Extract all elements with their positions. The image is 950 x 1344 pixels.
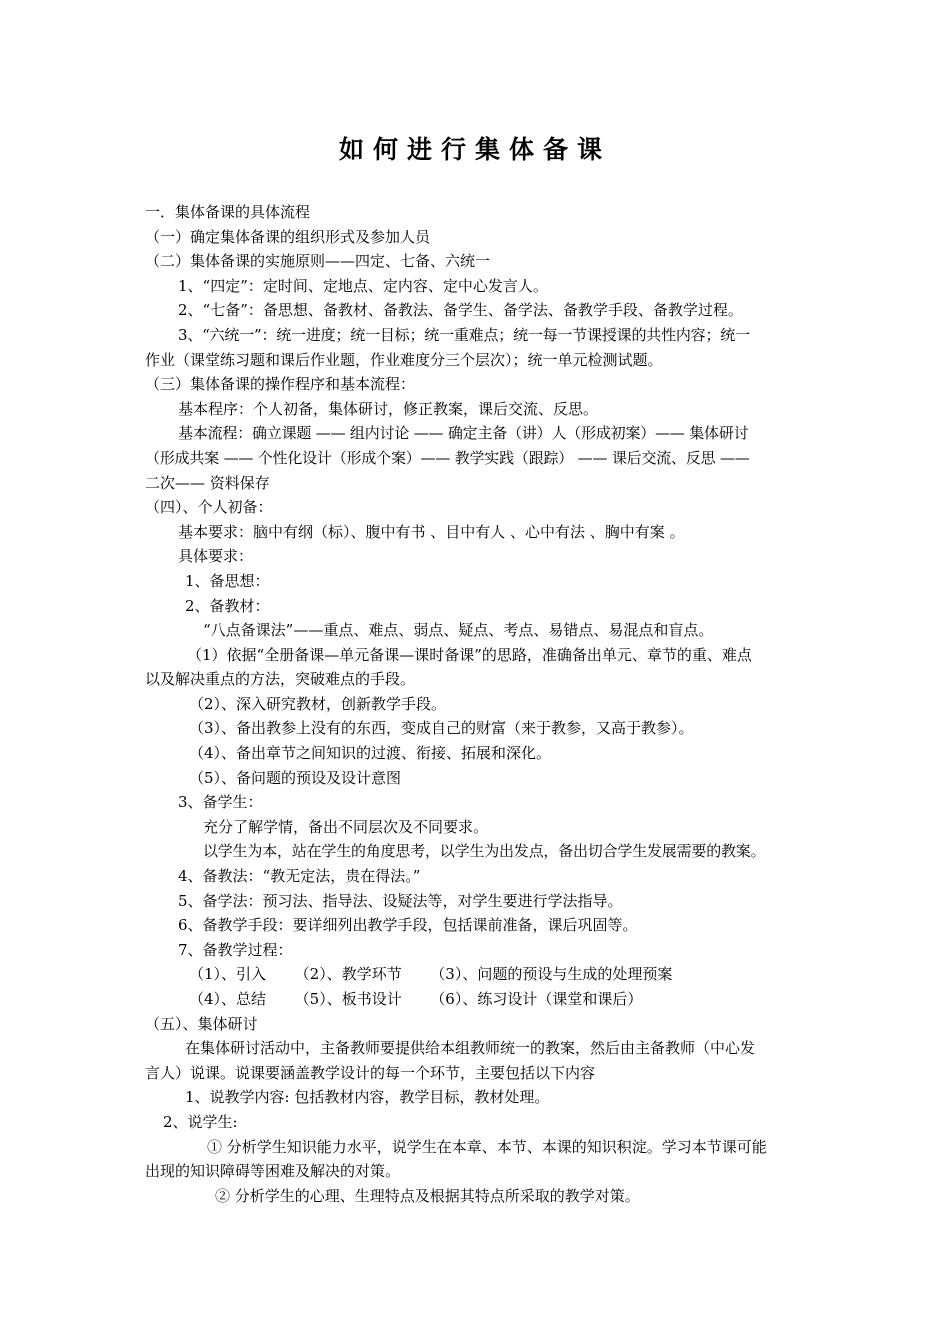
paragraph-line: 在集体研讨活动中，主备教师要提供给本组教师统一的教案，然后由主备教师（中心发 <box>185 1039 756 1058</box>
list-item: 3、备学生： <box>178 793 263 812</box>
paragraph-line: 作业（课堂练习题和课后作业题，作业难度分三个层次）；统一单元检测试题。 <box>145 350 663 369</box>
paragraph-line: 言人）说课。说课要涵盖教学设计的每一个环节，主要包括以下内容 <box>145 1063 596 1082</box>
paragraph-line: 基本要求：脑中有纲（标）、腹中有书 、目中有人 、心中有法 、胸中有案 。 <box>178 522 685 541</box>
list-item: （3）、备出教参上没有的东西，变成自己的财富（来于教参，又高于教参）。 <box>189 719 694 738</box>
paragraph-line: 2、“七备”：备思想、备教材、备教法、备学生、备学法、备教学手段、备教学过程。 <box>178 301 743 320</box>
paragraph-line: （1）依据“全册备课—单元备课—课时备课”的思路，准确备出单元、章节的重、难点 <box>187 645 752 664</box>
list-item: （4）、备出章节之间知识的过渡、衔接、拓展和深化。 <box>189 744 552 763</box>
list-item: 5、备学法：预习法、指导法、设疑法等，对学生要进行学法指导。 <box>178 891 623 910</box>
document-body <box>145 200 810 1208</box>
list-item: （4）、总结 （5）、板书设计 （6）、练习设计（课堂和课后） <box>189 990 643 1008</box>
list-item: 6、备教学手段：要详细列出教学手段，包括课前准备，课后巩固等。 <box>178 916 638 935</box>
subsection-heading: （三）集体备课的操作程序和基本流程： <box>145 375 416 394</box>
paragraph-line: 以学生为本，站在学生的角度思考，以学生为出发点，备出切合学生发展需要的教案。 <box>203 842 766 861</box>
list-item: 4、备教法：“教无定法，贵在得法。” <box>178 867 421 886</box>
subsection-heading: （五）、集体研讨 <box>145 1014 258 1033</box>
list-item: 7、备教学过程： <box>178 940 293 959</box>
subsection-heading: （一）确定集体备课的组织形式及参加人员 <box>145 227 431 246</box>
list-item: （5）、备问题的预设及设计意图 <box>189 768 402 787</box>
list-item: 2、备教材： <box>185 596 270 615</box>
list-item: （2）、深入研究教材，创新教学手段。 <box>189 694 447 713</box>
paragraph-line: 1、“四定”：定时间、定地点、定内容、定中心发言人。 <box>178 276 548 295</box>
paragraph-line: 二次—— 资料保存 <box>145 473 270 492</box>
paragraph-line: 3、“六统一”：统一进度；统一目标；统一重难点；统一每一节课授课的共性内容；统一 <box>178 325 750 344</box>
section-heading: 一．集体备课的具体流程 <box>145 203 311 221</box>
list-item: 2、说学生: <box>163 1112 238 1131</box>
paragraph-line: ② 分析学生的心理、生理特点及根据其特点所采取的教学对策。 <box>215 1186 640 1205</box>
paragraph-line: 以及解决重点的方法，突破难点的手段。 <box>145 670 416 689</box>
paragraph-line: 基本程序：个人初备，集体研讨，修正教案，课后交流、反思。 <box>178 399 599 418</box>
list-item: 1、备思想： <box>185 571 270 590</box>
paragraph-line: 出现的知识障碍等困难及解决的对策。 <box>145 1162 401 1181</box>
subsection-heading: （二）集体备课的实施原则——四定、七备、六统一 <box>145 252 491 271</box>
paragraph-line: “八点备课法”——重点、难点、弱点、疑点、考点、易错点、易混点和盲点。 <box>203 621 714 640</box>
paragraph-line: 基本流程：确立课题 —— 组内讨论 —— 确定主备（讲）人（形成初案）—— 集体研讨 <box>178 424 749 443</box>
document-title: 如何进行集体备课 <box>338 135 611 164</box>
paragraph-line: 具体要求： <box>178 547 254 566</box>
list-item: （1）、引入 （2）、教学环节 （3）、问题的预设与生成的处理预案 <box>189 965 673 984</box>
paragraph-line: ① 分析学生知识能力水平，说学生在本章、本节、本课的知识积淀。学习本节课可能 <box>207 1137 767 1156</box>
subsection-heading: （四）、个人初备： <box>145 498 273 517</box>
list-item: 1、说教学内容: 包括教材内容，教学目标，教材处理。 <box>185 1088 550 1107</box>
paragraph-line: （形成共案 —— 个性化设计（形成个案）—— 教学实践（跟踪） —— 课后交流、反思 —— <box>145 448 750 467</box>
paragraph-line: 充分了解学情，备出不同层次及不同要求。 <box>203 817 489 836</box>
